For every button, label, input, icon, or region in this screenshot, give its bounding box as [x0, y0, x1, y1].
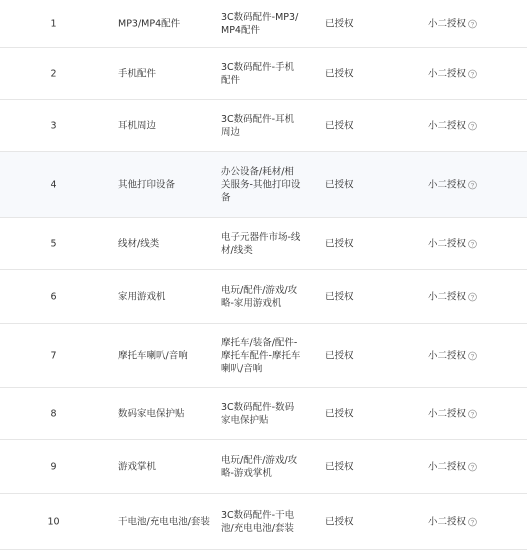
question-circle-icon[interactable] — [468, 19, 477, 28]
status-text: 已授权 — [325, 461, 354, 472]
question-circle-icon[interactable] — [468, 69, 477, 78]
category-path: 电玩/配件/游戏/攻略-家用游戏机 — [221, 284, 298, 309]
question-circle-icon[interactable] — [468, 180, 477, 189]
status-text: 已授权 — [325, 350, 354, 361]
table-row — [0, 270, 527, 324]
auth-type — [428, 407, 523, 420]
question-circle-icon[interactable] — [468, 517, 477, 526]
status-text: 已授权 — [325, 18, 354, 29]
table-row — [0, 100, 527, 152]
auth-type-label: 小二授权 — [428, 179, 467, 190]
row-index: 8 — [50, 408, 57, 419]
auth-type-label: 小二授权 — [428, 18, 467, 29]
auth-type-label: 小二授权 — [428, 68, 467, 79]
row-index: 3 — [50, 120, 57, 131]
row-index: 2 — [50, 68, 57, 79]
table-row — [0, 218, 527, 270]
table-row — [0, 388, 527, 440]
row-index: 9 — [50, 461, 57, 472]
row-index: 7 — [50, 350, 57, 361]
row-index: 4 — [50, 179, 57, 190]
auth-type — [428, 237, 523, 250]
category-name: 摩托车喇叭/音响 — [118, 350, 188, 361]
status-text: 已授权 — [325, 238, 354, 249]
category-name: 手机配件 — [118, 68, 157, 79]
table-row — [0, 324, 527, 388]
row-index: 10 — [47, 516, 60, 527]
status-text: 已授权 — [325, 516, 354, 527]
category-path: 摩托车/装备/配件-摩托车配件-摩托车喇叭/音响 — [221, 337, 301, 374]
status-text: 已授权 — [325, 68, 354, 79]
row-index: 1 — [50, 18, 57, 29]
question-circle-icon[interactable] — [468, 351, 477, 360]
question-circle-icon[interactable] — [468, 239, 477, 248]
auth-type-label: 小二授权 — [428, 291, 467, 302]
question-circle-icon[interactable] — [468, 462, 477, 471]
category-path: 3C数码配件-耳机周边 — [221, 113, 295, 138]
auth-type-label: 小二授权 — [428, 120, 467, 131]
status-text: 已授权 — [325, 408, 354, 419]
question-circle-icon[interactable] — [468, 409, 477, 418]
category-path: 3C数码配件-干电池/充电电池/套装 — [221, 509, 295, 534]
auth-type-label: 小二授权 — [428, 408, 467, 419]
auth-type — [428, 349, 523, 362]
auth-type — [428, 119, 523, 132]
question-circle-icon[interactable] — [468, 121, 477, 130]
auth-type-label: 小二授权 — [428, 461, 467, 472]
status-text: 已授权 — [325, 120, 354, 131]
category-name: 家用游戏机 — [118, 291, 166, 302]
category-path: 3C数码配件-数码家电保护贴 — [221, 401, 295, 426]
auth-type — [428, 178, 523, 191]
category-name: MP3/MP4配件 — [118, 18, 181, 29]
category-name: 数码家电保护贴 — [118, 408, 185, 419]
category-name: 干电池/充电电池/套装 — [118, 516, 210, 527]
category-name: 游戏掌机 — [118, 461, 157, 472]
category-name: 线材/线类 — [118, 238, 160, 249]
status-text: 已授权 — [325, 291, 354, 302]
row-index: 5 — [50, 238, 57, 249]
auth-type — [428, 515, 523, 528]
table-row — [0, 152, 527, 218]
question-circle-icon[interactable] — [468, 292, 477, 301]
auth-type — [428, 17, 523, 30]
table-row — [0, 440, 527, 494]
auth-type-label: 小二授权 — [428, 350, 467, 361]
auth-type — [428, 290, 523, 303]
category-name: 其他打印设备 — [118, 179, 176, 190]
category-name: 耳机周边 — [118, 120, 157, 131]
category-path: 3C数码配件-MP3/MP4配件 — [221, 11, 299, 36]
auth-type — [428, 67, 523, 80]
auth-type-label: 小二授权 — [428, 238, 467, 249]
category-path: 电子元器件市场-线材/线类 — [221, 231, 301, 256]
category-path: 电玩/配件/游戏/攻略-游戏掌机 — [221, 454, 298, 479]
category-path: 办公设备/耗材/相关服务-其他打印设备 — [221, 166, 301, 203]
status-text: 已授权 — [325, 179, 354, 190]
category-path: 3C数码配件-手机配件 — [221, 61, 295, 86]
table-row — [0, 0, 527, 48]
row-index: 6 — [50, 291, 57, 302]
table-row — [0, 494, 527, 550]
auth-type-label: 小二授权 — [428, 516, 467, 527]
auth-type — [428, 460, 523, 473]
table-row — [0, 48, 527, 100]
